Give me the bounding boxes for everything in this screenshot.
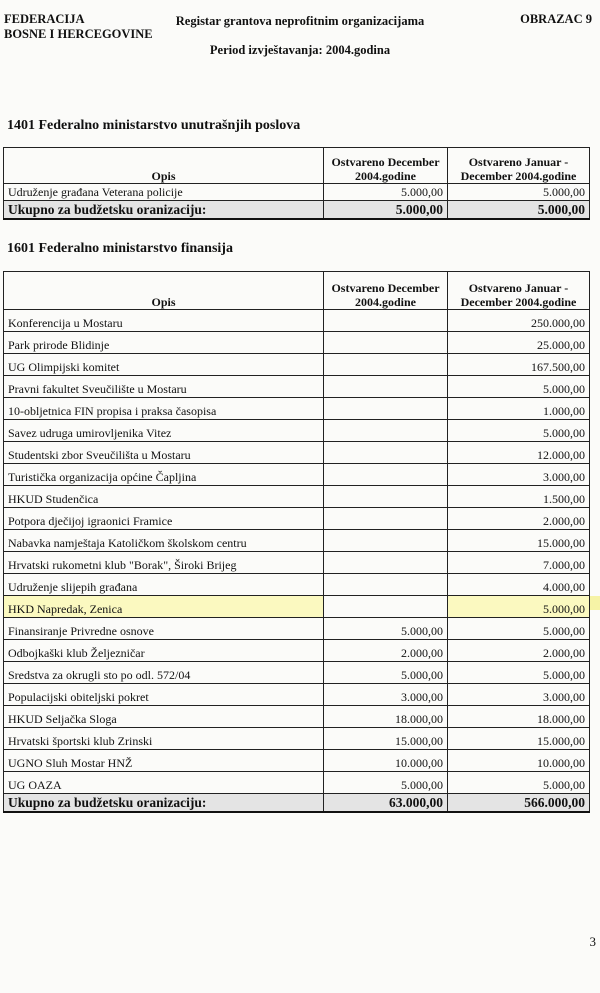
form-code: OBRAZAC 9 <box>520 12 592 26</box>
amount-january-december: 25.000,00 <box>448 332 590 354</box>
amount-january-december: 1.500,00 <box>448 486 590 508</box>
amount-december: 5.000,00 <box>324 184 448 201</box>
amount-december <box>324 376 448 398</box>
table-row <box>4 398 590 420</box>
amount-january-december: 18.000,00 <box>448 706 590 728</box>
grant-recipient: Potpora dječijoj igraonici Framice <box>4 508 324 530</box>
amount-december <box>324 354 448 376</box>
amount-january-december: 3.000,00 <box>448 464 590 486</box>
grant-recipient: Pravni fakultet Sveučilište u Mostaru <box>4 376 324 398</box>
amount-december <box>324 530 448 552</box>
grant-recipient: Savez udruga umirovljenika Vitez <box>4 420 324 442</box>
document-heading <box>0 14 600 58</box>
amount-december: 5.000,00 <box>324 662 448 684</box>
page-number: 3 <box>589 934 596 949</box>
col-header-january-december: Ostvareno Januar - December 2004.godine <box>448 272 590 310</box>
grant-recipient: Populacijski obiteljski pokret <box>4 684 324 706</box>
amount-january-december: 167.500,00 <box>448 354 590 376</box>
table-row <box>4 486 590 508</box>
amount-january-december: 1.000,00 <box>448 398 590 420</box>
amount-january-december: 10.000,00 <box>448 750 590 772</box>
grant-recipient: Konferencija u Mostaru <box>4 310 324 332</box>
amount-december: 15.000,00 <box>324 728 448 750</box>
grant-recipient: UG OAZA <box>4 772 324 794</box>
amount-january-december: 5.000,00 <box>448 772 590 794</box>
amount-january-december: 5.000,00 <box>448 596 590 618</box>
grant-recipient: HKD Napredak, Zenica <box>4 596 324 618</box>
amount-january-december: 5.000,00 <box>448 420 590 442</box>
amount-december: 10.000,00 <box>324 750 448 772</box>
amount-january-december: 2.000,00 <box>448 640 590 662</box>
table-row <box>4 508 590 530</box>
amount-january-december: 12.000,00 <box>448 442 590 464</box>
amount-december <box>324 574 448 596</box>
section-title-1401: 1401 Federalno ministarstvo unutrašnjih poslova <box>7 118 301 133</box>
table-row <box>4 750 590 772</box>
total-row <box>4 794 590 812</box>
total-december: 5.000,00 <box>324 201 448 219</box>
grant-recipient: UGNO Sluh Mostar HNŽ <box>4 750 324 772</box>
table-row <box>4 596 590 618</box>
amount-december <box>324 398 448 420</box>
amount-december <box>324 332 448 354</box>
issuer-line-1: FEDERACIJA <box>4 12 85 26</box>
col-header-opis: Opis <box>4 272 324 310</box>
amount-december: 3.000,00 <box>324 684 448 706</box>
header-row <box>4 148 590 184</box>
document-title: Registar grantova neprofitnim organizacijama <box>175 14 425 28</box>
total-label: Ukupno za budžetsku oranizaciju: <box>4 201 324 219</box>
col-header-opis: Opis <box>4 148 324 184</box>
amount-december <box>324 442 448 464</box>
table-row <box>4 574 590 596</box>
table-row <box>4 376 590 398</box>
table-row <box>4 464 590 486</box>
grant-recipient: 10-obljetnica FIN propisa i praksa časopisa <box>4 398 324 420</box>
col-header-december: Ostvareno December 2004.godine <box>324 148 448 184</box>
table-row <box>4 618 590 640</box>
amount-january-december: 2.000,00 <box>448 508 590 530</box>
table-row <box>4 354 590 376</box>
table-row <box>4 552 590 574</box>
amount-january-december: 5.000,00 <box>448 184 590 201</box>
amount-december <box>324 508 448 530</box>
total-december: 63.000,00 <box>324 794 448 812</box>
grant-recipient: UG Olimpijski komitet <box>4 354 324 376</box>
table-row <box>4 332 590 354</box>
grant-recipient: HKUD Studenčica <box>4 486 324 508</box>
grant-recipient: Udruženje građana Veterana policije <box>4 184 324 201</box>
grants-table-1401 <box>3 147 590 220</box>
amount-january-december: 5.000,00 <box>448 618 590 640</box>
amount-january-december: 7.000,00 <box>448 552 590 574</box>
amount-december <box>324 596 448 618</box>
amount-december <box>324 486 448 508</box>
col-header-december: Ostvareno December 2004.godine <box>324 272 448 310</box>
table-row <box>4 640 590 662</box>
reporting-period: Period izvještavanja: 2004.godina <box>209 43 391 57</box>
section-title-1601: 1601 Federalno ministarstvo finansija <box>7 241 233 256</box>
issuer-line-2: BOSNE I HERCEGOVINE <box>4 27 153 41</box>
amount-december <box>324 420 448 442</box>
grant-recipient: Finansiranje Privredne osnove <box>4 618 324 640</box>
total-row <box>4 201 590 219</box>
amount-january-december: 15.000,00 <box>448 728 590 750</box>
amount-december <box>324 310 448 332</box>
table-row <box>4 772 590 794</box>
table-row <box>4 184 590 201</box>
col-header-january-december: Ostvareno Januar - December 2004.godine <box>448 148 590 184</box>
table-row <box>4 442 590 464</box>
highlighter-mark <box>590 596 600 610</box>
table-row <box>4 530 590 552</box>
amount-december: 18.000,00 <box>324 706 448 728</box>
amount-january-december: 5.000,00 <box>448 662 590 684</box>
grant-recipient: Studentski zbor Sveučilišta u Mostaru <box>4 442 324 464</box>
table-row <box>4 420 590 442</box>
grant-recipient: Park prirode Blidinje <box>4 332 324 354</box>
total-label: Ukupno za budžetsku oranizaciju: <box>4 794 324 812</box>
amount-january-december: 5.000,00 <box>448 376 590 398</box>
table-row <box>4 684 590 706</box>
amount-january-december: 250.000,00 <box>448 310 590 332</box>
amount-january-december: 15.000,00 <box>448 530 590 552</box>
amount-december: 5.000,00 <box>324 618 448 640</box>
amount-january-december: 4.000,00 <box>448 574 590 596</box>
amount-december <box>324 464 448 486</box>
grant-recipient: Udruženje slijepih građana <box>4 574 324 596</box>
grant-recipient: HKUD Seljačka Sloga <box>4 706 324 728</box>
grants-table-1601 <box>3 271 590 813</box>
amount-december: 2.000,00 <box>324 640 448 662</box>
grant-recipient: Turistička organizacija općine Čapljina <box>4 464 324 486</box>
amount-january-december: 3.000,00 <box>448 684 590 706</box>
total-january-december: 5.000,00 <box>448 201 590 219</box>
amount-december: 5.000,00 <box>324 772 448 794</box>
table-row <box>4 662 590 684</box>
grant-recipient: Nabavka namještaja Katoličkom školskom centru <box>4 530 324 552</box>
total-january-december: 566.000,00 <box>448 794 590 812</box>
amount-december <box>324 552 448 574</box>
grant-recipient: Odbojkaški klub Željezničar <box>4 640 324 662</box>
grant-recipient: Sredstva za okrugli sto po odl. 572/04 <box>4 662 324 684</box>
table-row <box>4 728 590 750</box>
grant-recipient: Hrvatski rukometni klub "Borak", Široki Brijeg <box>4 552 324 574</box>
table-row <box>4 706 590 728</box>
header-row <box>4 272 590 310</box>
grant-recipient: Hrvatski športski klub Zrinski <box>4 728 324 750</box>
table-row <box>4 310 590 332</box>
